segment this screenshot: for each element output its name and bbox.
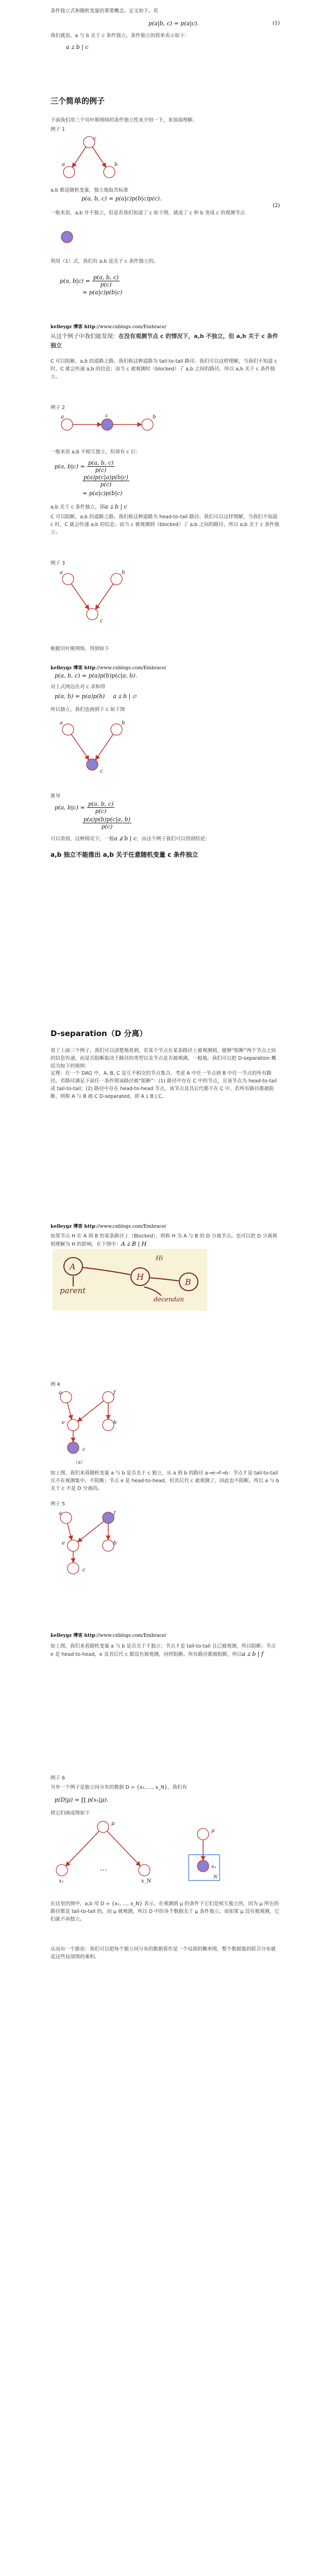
fig5-equation-b	[82, 816, 131, 830]
fig4-equation-2	[55, 692, 136, 700]
plate-label: N	[213, 1875, 217, 1880]
node-label: c	[82, 1447, 86, 1452]
section-2-p3-text: 如果节点 H 在 A 到 B 的某条路径上（Blocked），则称 H 为 A 与 B 的 D 分离节点。也可以把 D 分离规则理解为 H 的影响，在下图中：	[51, 1233, 277, 1247]
example-6-text-4: 从而有一个推论：我们可以把每个独立同分布的数据看作是一个局部的概率图，整个数据集的联合分布就是这些局部图的乘积。	[51, 1946, 276, 1960]
fig3-conclusion-math: a ⫫ b | c	[105, 503, 127, 510]
fig4-text-2: 对上式两边在对 c 求和得	[51, 684, 106, 690]
graph-node	[139, 1865, 150, 1876]
equation-2: a ⫫ b | c	[66, 44, 89, 50]
node-label: b	[122, 570, 125, 575]
graph-node	[87, 608, 98, 620]
equation-1: p(a|b, c) = p(a|c).	[148, 20, 199, 27]
node-label: a	[60, 570, 63, 575]
node-label: e	[62, 1420, 65, 1426]
node-label: f	[113, 1511, 115, 1516]
example-2-note: C 可以阻断，a,b 的道路之路。我们称这种道路为 head-to-tail 路径。我们可以这样理解，当我们不知道 c 时，C 就会传递 a,b 的信息；而当 c 被观测到（blocked）了 a,b 之间的路径，所以 a,b 关于 c 条件独立。	[51, 514, 279, 535]
graph-edge	[66, 1831, 99, 1866]
section-2-title: D-separation（D 分离）	[51, 1029, 147, 1038]
graph-node	[103, 1419, 117, 1431]
node-label: c	[93, 136, 96, 142]
graph-edge	[95, 734, 113, 760]
graph-node	[111, 724, 122, 735]
node-label: b	[114, 162, 118, 167]
fig1-equation: p(a, b, c) = p(a|c)p(b|c)p(c).	[81, 195, 162, 202]
fraction	[82, 474, 129, 488]
eq-lhs: p(a, b|c) =	[55, 463, 85, 470]
fraction	[82, 816, 131, 830]
graph-edge	[78, 1401, 104, 1421]
fig3-text: 一般来说 a,b 不相互独立，但却有 c 后：	[51, 449, 141, 455]
fig2-equation-rhs: = p(a|c)p(b|c)	[82, 289, 123, 296]
graph-edge	[95, 584, 113, 609]
numerator: p(a)p(c|a)p(b|c)	[83, 474, 128, 481]
handwritten-sketch	[53, 1249, 207, 1311]
node-label: c	[105, 413, 108, 419]
node-label: b	[122, 720, 125, 726]
eq-lhs: p(a, b|c) =	[60, 278, 90, 284]
citation-3	[51, 1223, 166, 1231]
intro-text-2: 我们就说，a 与 b 关于 c 条件独立。条件独立的简单表示如下：	[51, 33, 190, 39]
example-5-label: 例子 5	[51, 1501, 65, 1507]
citation-bold: kelleygz 博客 http	[51, 1633, 95, 1638]
observed-node	[68, 1442, 79, 1453]
numerator: p(a)p(b)p(c|a, b)	[83, 816, 130, 823]
graph-node	[103, 1540, 117, 1551]
claim-1-bold: 在没有观测节点 c 的情况下，a,b 不独立，但 a,b 关于 c 条件独立	[51, 333, 278, 349]
graph-node	[62, 724, 74, 735]
citation-link[interactable]: ://www.cnblogs.com/Embrace/	[95, 325, 166, 330]
graph-edge	[78, 1521, 104, 1542]
graph-edge	[71, 734, 89, 760]
graph-node	[68, 1563, 79, 1574]
equation-1-number: (1)	[272, 21, 280, 26]
fig6-dsep-graph	[58, 1389, 120, 1456]
graph-node	[142, 419, 153, 430]
fig5-conclusion-tail: ，由这个例子我们可以得到结论：	[137, 836, 210, 842]
fig8-iid-graph	[54, 1819, 239, 1886]
example-1-label: 例子 1	[51, 127, 65, 132]
graph-node	[60, 1392, 72, 1403]
ellipsis: ⋯	[100, 1866, 107, 1874]
graph-node	[61, 419, 73, 430]
observed-node	[103, 1512, 114, 1523]
graph-node	[111, 573, 122, 585]
fig4-head-to-head-graph	[59, 569, 126, 625]
fig5-head-to-head-observed-graph	[59, 719, 126, 776]
example-4-label: 例 4	[51, 1382, 60, 1387]
graph-node	[62, 573, 74, 585]
citation-2	[51, 665, 166, 672]
section-2-p2: 定理：在一个 DAG 中，A, B, C 是互不相交的节点集合，考虑 A 中任一节点到 B 中任一节点的所有路径，若路径满足下面任一条件则该路径被“阻断”：(1) 路径中存在 C 中的节点，且该节点为 head-to-tail 或 tail-to-tail；(2) 路径中存在 head-to-head 节点，该节点及其后代都不在 C 中。若所有路径都被阻断，则称 A 与 B 被 C D-separated，即 A ⫫ B | C。	[51, 1071, 277, 1099]
graph-edge	[68, 1523, 72, 1540]
node-label: c	[100, 618, 103, 624]
node-label: a	[59, 1390, 62, 1396]
fig2-equation	[60, 274, 120, 288]
fig1-tail-to-tail-graph	[61, 135, 118, 181]
graph-edge	[92, 147, 106, 167]
node-label: x₁	[59, 1878, 64, 1884]
node-label: a	[61, 414, 64, 420]
citation-bold: kelleygz 博客 http	[51, 325, 95, 330]
graph-node	[197, 1828, 209, 1840]
fig4-text-3: 所以独立，我们也画到下 c 如下图	[51, 707, 125, 713]
fig4-equation: p(a, b, c) = p(a)p(b)p(c|a, b).	[55, 672, 138, 679]
fig2-text: 利用（1）式，我们有 a,b 是关于 c 条件独立的。	[51, 259, 159, 264]
section-2-p3	[51, 1232, 280, 1248]
denominator: p(c)	[100, 481, 112, 488]
denominator: p(c)	[101, 823, 113, 830]
example-2-label: 例子 2	[51, 405, 65, 411]
observed-node	[102, 419, 113, 430]
fig4-text: 根据贝叶斯网络，得到如下	[51, 646, 110, 652]
fraction	[92, 274, 120, 288]
sketch-label-b: B	[185, 1277, 191, 1287]
example-3-label: 例子 3	[51, 561, 65, 566]
node-label: b	[113, 1540, 117, 1546]
fig5-label: 推导	[51, 793, 61, 799]
graph-node	[60, 1512, 72, 1523]
node-label: e	[62, 1540, 65, 1546]
graph-edge	[68, 1403, 72, 1420]
section-2-p1: 看了上面三个例子，我们可以清楚地看到，若某个节点在某条路径上被观测到，能够“阻断”两个节点之间的信息传递，而是否阻断取决于路径的类型以及节点是否被观测。一般地，我们可以把 D-separation 概括为如下的规则：	[51, 1048, 276, 1069]
fig3-equation-b	[82, 474, 129, 488]
sketch-note-2: decendan	[154, 1296, 184, 1303]
example-6-text-3: 在这里的图中，a,b 用 D = {x₁, ..., x_N} 表示，在观测到 μ 的条件下它们是相互独立的，因为 μ 所在的路径都是 tail-to-tail 的，而 μ 被观测，所以 D 中的各个数据关于 μ 条件独立。而如果 μ 没有被观测，它们就不再独立。	[51, 1901, 279, 1922]
fig4-eq2: p(a, b) = p(a)p(b)	[55, 693, 105, 700]
fig5-conclusion-math: a ⫫̸ b | c	[114, 835, 137, 842]
graph-node	[97, 1821, 109, 1833]
observed-node	[87, 759, 98, 770]
citation-4	[51, 1632, 166, 1640]
graph-node	[56, 1865, 68, 1876]
node-label: μ	[111, 1821, 115, 1826]
fig7-dsep-graph	[58, 1510, 120, 1577]
node-label: μ	[211, 1828, 215, 1834]
fig1-text: 一般来说，a,b 并不独立，但是若我们知道了 c 如下图，就成了 c 和 b 变成 c 的观测节点	[51, 210, 245, 216]
example-6-text-2: 将它们画成图如下	[51, 1810, 90, 1816]
node-label: f	[113, 1390, 115, 1396]
fig6-caption: （a）	[73, 1460, 86, 1465]
graph-node	[68, 1540, 79, 1551]
fig5-conclusion	[51, 835, 280, 843]
sketch-label-h: H	[137, 1272, 144, 1282]
fig3-equation-a	[55, 460, 114, 473]
intro-text-1: 条件独立式和随机变量的重要概念。定义如下。若	[51, 8, 159, 14]
numerator: p(a, b, c)	[93, 274, 119, 281]
numerator: p(a, b, c)	[88, 460, 114, 466]
node-label: a	[60, 720, 63, 726]
example-1-note: C 可以阻断，a,b 的道路之路。我们称这种道路为 tail-to-tail 路径。我们可以这样理解，当我们不知道 c 时，C 就会传递 a,b 的信息；而当 c 被观测时（blocked）了 a,b 之间的路径，所以 a,b 关于 c 条件独立。	[51, 359, 277, 380]
example-6-text: 另外一个例子是独立同分布的数据 D = {x₁, ..., x_N}，我们有	[51, 1785, 187, 1790]
observed-node	[197, 1860, 209, 1872]
citation-link[interactable]: ://www.cnblogs.com/Embrace/	[95, 666, 166, 671]
fig5-equation-a	[55, 801, 114, 815]
graph-edge	[107, 1831, 141, 1866]
claim-1	[51, 332, 280, 350]
citation-bold: kelleygz 博客 http	[51, 666, 95, 671]
fraction	[87, 460, 114, 473]
graph-edge	[71, 584, 89, 609]
fig1-equation-number: (2)	[272, 203, 280, 209]
example-5-math: a ⫫ b | f	[242, 1651, 264, 1657]
graph-edge	[72, 147, 86, 167]
sketch-note-1: Hi	[156, 1255, 163, 1262]
example-6-equation: p(D|μ) = ∏ p(xₙ|μ).	[55, 1797, 109, 1803]
sketch-label-a: A	[70, 1262, 76, 1272]
fig3-conclusion-text: a,b 关于 c 条件独立，即	[51, 504, 105, 510]
example-4-text: 如上图，我们来看随机变量 a 与 b 是否关于 c 独立，从 a 到 b 的路径 a→e→f→b：节点 f 是 tail-to-tail 且不在观测集中，不阻断；节点 e 是 head-to-head，但其后代 c 被观测了，因此也不阻断。所以 a 与 b 关于 c 不是 D 分离的。	[51, 1470, 279, 1492]
fig3-equation-rhs: = p(a|c)p(b|c)	[82, 490, 123, 497]
node-label: b	[113, 1420, 117, 1426]
citation-bold: kelleygz 博客 http	[51, 1224, 95, 1229]
eq-lhs: p(a, b|c) =	[55, 804, 85, 811]
example-5-text-body: 如上图，我们来看随机变量 a 与 b 是否关于 f 独立：节点 f 是 tail-to-tail 且已被观测，所以阻断；节点 e 是 head-to-head，e 及其后代 c 都没有被观测，同样阻断。所有路径都被阻断，所以	[51, 1643, 276, 1657]
numerator: p(a, b, c)	[88, 801, 114, 807]
node-label: x_N	[141, 1878, 152, 1884]
sketch-parent-label: parent	[60, 1286, 86, 1295]
citation-link[interactable]: ://www.cnblogs.com/Embrace/	[95, 1224, 166, 1229]
fig3-head-to-tail-graph	[59, 413, 157, 436]
graph-node	[63, 166, 75, 178]
denominator: p(c)	[100, 281, 112, 288]
claim-1-lead: 从这个例子中我们能发现：	[51, 333, 119, 340]
citation-1	[51, 324, 166, 331]
section-1-title: 三个简单的例子	[51, 96, 105, 106]
claim-2: a,b 独立不能推出 a,b 关于任意随机变量 c 条件独立	[51, 851, 198, 858]
fig4-eq2-rhs: a ⫫ b | ∅	[113, 693, 137, 700]
fig2-observed-node	[56, 227, 81, 247]
section-1-desc: 下面我们用三个贝叶斯网络的条件独立性来介绍一下，来加深理解。	[51, 117, 198, 123]
denominator: p(c)	[95, 808, 107, 815]
fig3-conclusion	[51, 503, 127, 511]
graph-node	[103, 1392, 114, 1403]
node-label: a	[59, 1511, 62, 1516]
citation-link[interactable]: ://www.cnblogs.com/Embrace/	[95, 1633, 166, 1638]
observed-node	[61, 231, 73, 243]
graph-node	[68, 1419, 79, 1431]
fraction	[87, 801, 114, 815]
node-label: c	[82, 1567, 86, 1573]
example-6-label: 例子 6	[51, 1775, 65, 1781]
node-label: xₙ	[211, 1864, 216, 1870]
node-label: a	[62, 162, 65, 167]
fig1-caption: a,b 都是随机变量，独立地取其标准	[51, 188, 128, 193]
graph-node	[104, 166, 115, 178]
fig5-conclusion-text: 可以看到，这种情况下，一般	[51, 836, 114, 842]
denominator: p(c)	[95, 467, 107, 473]
node-label: c	[100, 769, 103, 774]
example-5-text	[51, 1642, 280, 1658]
node-label: b	[153, 414, 156, 420]
section-2-p3-math: A ⫫ B | H	[121, 1241, 147, 1247]
